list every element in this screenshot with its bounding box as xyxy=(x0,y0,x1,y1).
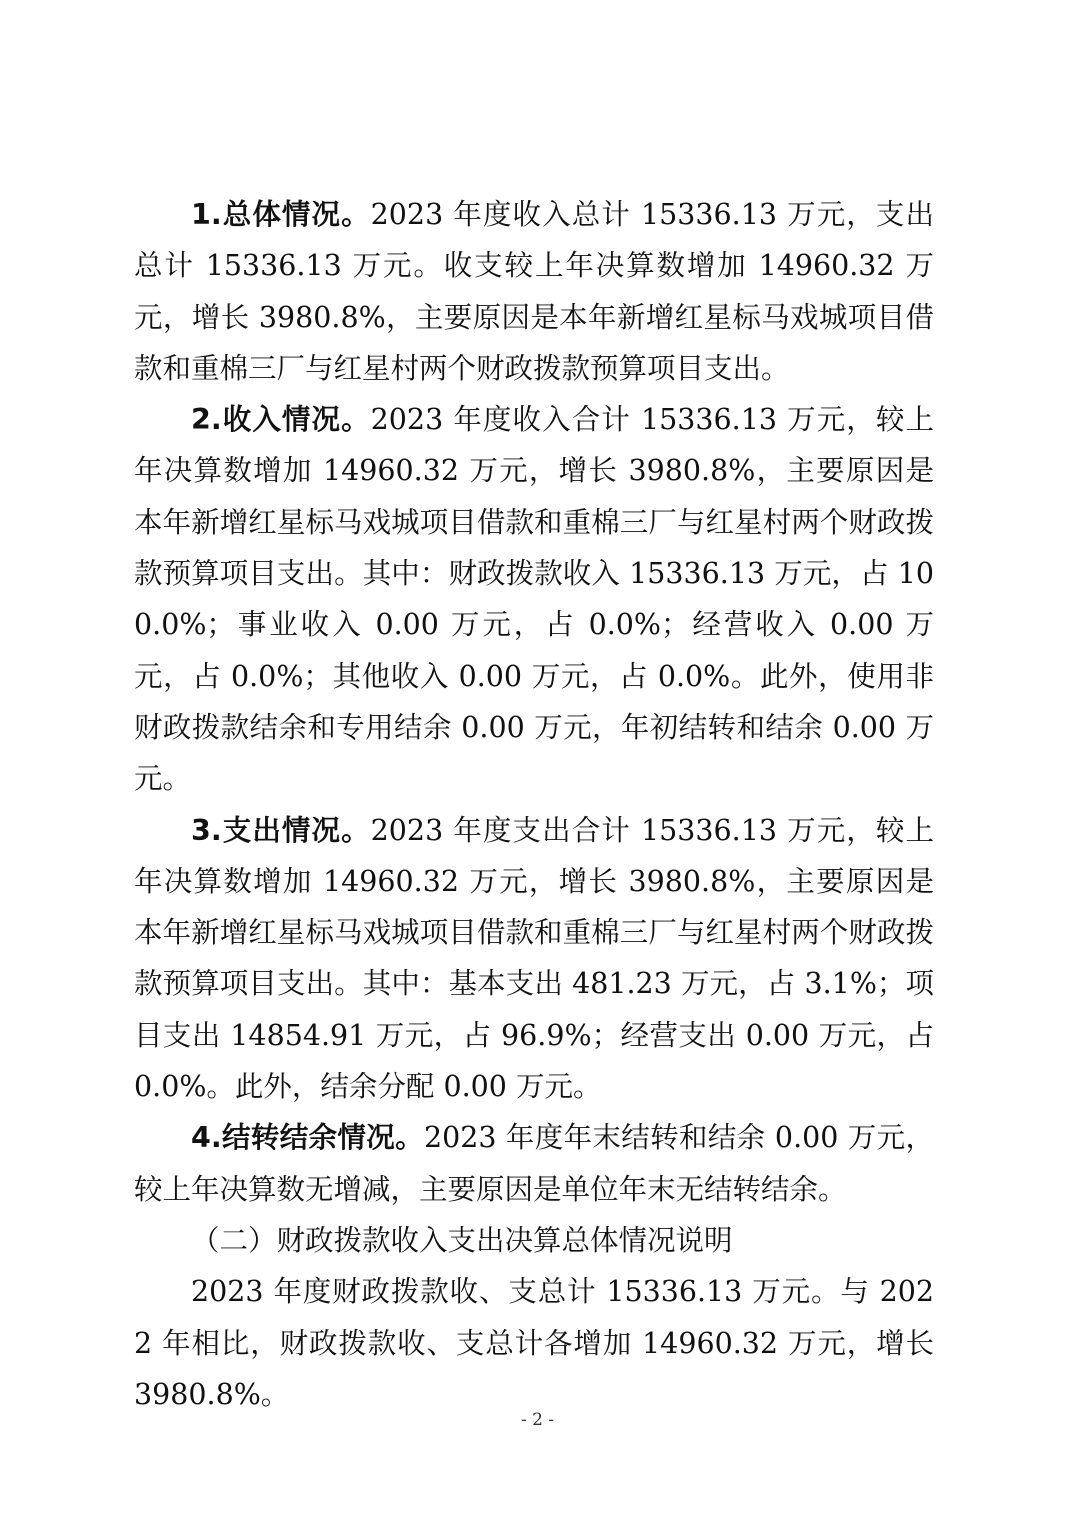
heading-overall: 1.总体情况。 xyxy=(191,198,371,231)
text-overall: 2023 年度收入总计 15336.13 万元，支出总计 15336.13 万元。收支较上年决算数增加 14960.32 万元，增长 3980.8%，主要原因是本年新增红星标马戏城项目借款和重棉三厂与红星村两个财政拨款预算项目支出。 xyxy=(134,198,934,385)
text-income: 2023 年度收入合计 15336.13 万元，较上年决算数增加 14960.32 万元，增长 3980.8%，主要原因是本年新增红星标马戏城项目借款和重棉三厂与红星村两个财政拨款预算项目支出。其中：财政拨款收入 15336.13 万元，占 100.0%；事业收入 0.00 万元，占 0.0%；经营收入 0.00 万元，占 0.0%；其他收入 0.00 万元，占 0.0%。此外，使用非财政拨款结余和专用结余 0.00 万元，年初结转和结余 0.00 万元。 xyxy=(134,403,934,796)
paragraph-overall xyxy=(134,189,934,394)
paragraph-carryover xyxy=(134,1112,934,1215)
page-number: - 2 - xyxy=(520,1410,555,1430)
paragraph-expenditure xyxy=(134,805,934,1113)
paragraph-fiscal-summary: 2023 年度财政拨款收、支总计 15336.13 万元。与 2022 年相比，财政拨款收、支总计各增加 14960.32 万元，增长 3980.8%。 xyxy=(134,1275,934,1411)
paragraph-income xyxy=(134,394,934,804)
heading-income: 2.收入情况。 xyxy=(191,403,371,437)
text-expenditure: 2023 年度支出合计 15336.13 万元，较上年决算数增加 14960.32 万元，增长 3980.8%，主要原因是本年新增红星标马戏城项目借款和重棉三厂与红星村两个财政拨款预算项目支出。其中：基本支出 481.23 万元，占 3.1%；项目支出 14854.91 万元，占 96.9%；经营支出 0.00 万元，占 0.0%。此外，结余分配 0.00 万元。 xyxy=(134,813,934,1104)
document-body xyxy=(134,189,934,1420)
heading-expenditure: 3.支出情况。 xyxy=(191,813,371,847)
text-carryover: 2023 年度年末结转和结余 0.00 万元，较上年决算数无增减，主要原因是单位年末无结转结余。 xyxy=(134,1121,934,1206)
subsection-title: （二）财政拨款收入支出决算总体情况说明 xyxy=(191,1223,733,1257)
heading-carryover: 4.结转结余情况。 xyxy=(191,1121,424,1155)
